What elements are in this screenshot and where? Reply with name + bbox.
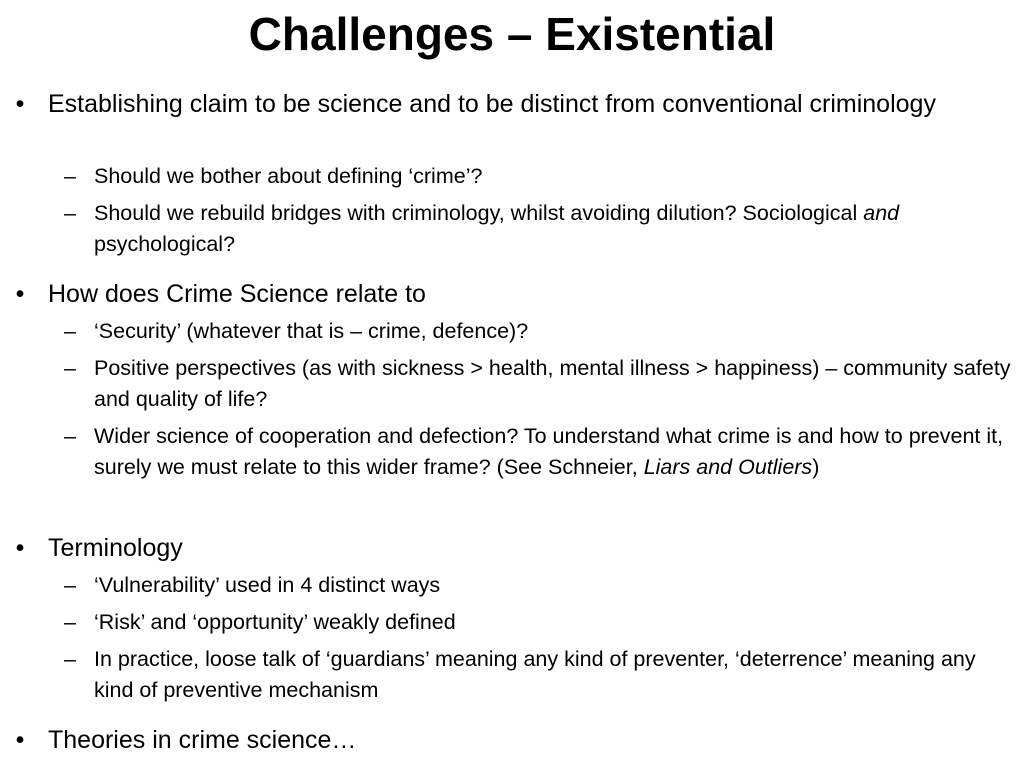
bullet-item (15, 278, 1008, 310)
dash-marker: – (64, 573, 76, 597)
emphasis-text: and (863, 201, 900, 225)
sub-bullet-text: In practice, loose talk of ‘guardians’ meaning any kind of preventer, ‘deterrence’ meaning any kind of preventive mechanism (94, 647, 976, 702)
sub-bullet-item (64, 316, 1014, 347)
sub-bullet-text: ‘Security’ (whatever that is – crime, defence)? (94, 319, 529, 343)
bullet-marker: • (15, 726, 25, 754)
dash-marker: – (64, 424, 76, 448)
bullet-item (15, 724, 1008, 756)
bullet-marker: • (15, 90, 25, 118)
bullet-marker: • (15, 280, 25, 308)
dash-marker: – (64, 319, 76, 343)
sub-bullet-text: Should we bother about defining ‘crime’? (94, 164, 483, 188)
sub-bullet-item (64, 353, 1014, 415)
bullet-text: Establishing claim to be science and to be distinct from conventional criminology (48, 90, 936, 118)
sub-bullet-text: psychological? (94, 232, 236, 256)
dash-marker: – (64, 201, 76, 225)
dash-marker: – (64, 647, 76, 671)
sub-bullet-text: ‘Risk’ and ‘opportunity’ weakly defined (94, 610, 456, 634)
sub-bullet-item (64, 644, 1014, 706)
slide-title: Challenges – Existential (248, 8, 776, 60)
bullet-text: Theories in crime science… (48, 726, 357, 754)
sub-bullet-item (64, 161, 1014, 192)
sub-bullet-item (64, 607, 1014, 638)
sub-bullet-item (64, 421, 1014, 483)
bullet-item (15, 88, 1008, 120)
bullet-item (15, 532, 1008, 564)
sub-bullet-text: ‘Vulnerability’ used in 4 distinct ways (94, 573, 441, 597)
bullet-marker: • (15, 534, 25, 562)
sub-bullet-item (64, 570, 1014, 601)
sub-bullet-text: Should we rebuild bridges with criminology, whilst avoiding dilution? Sociological (94, 201, 864, 225)
bullet-text: Terminology (48, 534, 183, 562)
sub-bullet-text: Positive perspectives (as with sickness > health, mental illness > happiness) – community safety and quality of life? (94, 356, 1011, 411)
sub-bullet-item (64, 198, 1014, 260)
emphasis-text: Liars and Outliers (643, 455, 813, 479)
sub-bullet-text: Wider science of cooperation and defection? To understand what crime is and how to prevent it, surely we must relate to this wider frame? (See Schneier, (94, 424, 1004, 479)
dash-marker: – (64, 610, 76, 634)
dash-marker: – (64, 164, 76, 188)
bullet-text: How does Crime Science relate to (48, 280, 426, 308)
dash-marker: – (64, 356, 76, 380)
sub-bullet-text: ) (812, 455, 820, 479)
